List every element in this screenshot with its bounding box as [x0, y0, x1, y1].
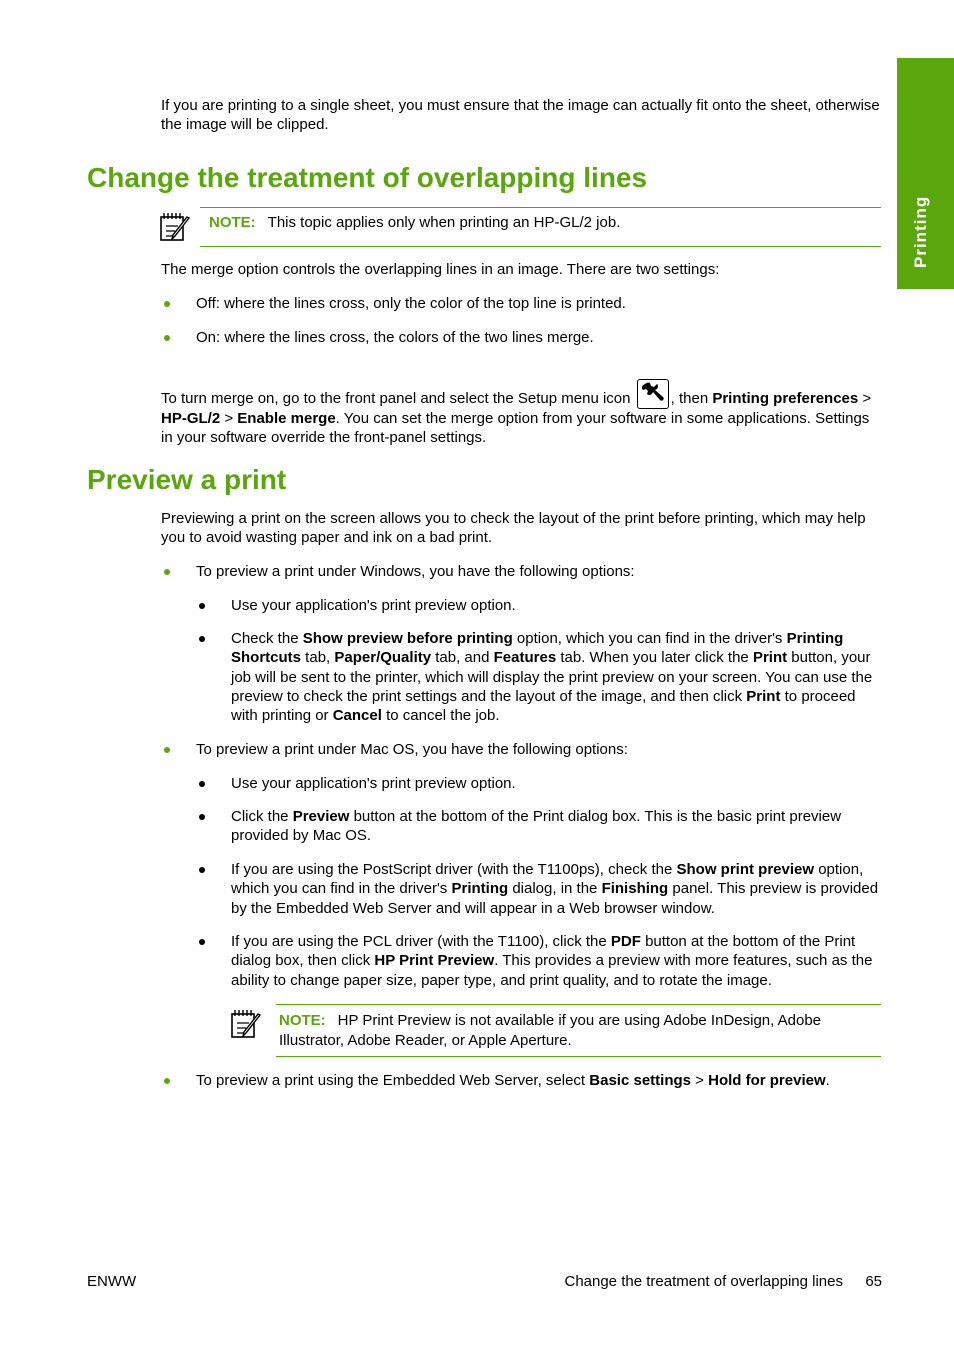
wrench-icon	[637, 379, 669, 409]
bullet	[199, 814, 205, 820]
note-rule-top	[276, 1004, 881, 1005]
note-label: NOTE:	[209, 214, 256, 231]
windows-option-1: Use your application's print preview option.	[231, 597, 516, 614]
windows-intro: To preview a print under Windows, you have the following options:	[196, 563, 635, 580]
bullet	[199, 781, 205, 787]
bold: Printing	[451, 880, 509, 898]
bold: Printing Shortcuts	[231, 630, 844, 667]
note-text: HP Print Preview is not available if you are using Adobe InDesign, Adobe Illustrator, Adobe Reader, or Apple Aperture.	[279, 1012, 822, 1049]
bullet-off: Off: where the lines cross, only the color of the top line is printed.	[196, 295, 626, 312]
mac-option-3	[231, 860, 883, 918]
windows-option-2	[231, 629, 883, 725]
bold: Preview	[292, 808, 350, 825]
note-pad-icon	[230, 1007, 264, 1039]
text: .	[825, 1072, 830, 1089]
bold: Print	[752, 649, 788, 667]
text: panel. This preview is provided by the Embedded Web Server and will appear in a Web browser window.	[231, 880, 879, 917]
note-rule-top	[200, 207, 881, 208]
text: >	[691, 1072, 709, 1089]
mac-option-4	[231, 932, 883, 990]
footer-section: Change the treatment of overlapping lines	[564, 1273, 843, 1290]
bold: Hold for preview	[708, 1072, 826, 1089]
note-1	[209, 213, 881, 232]
merge-paragraph: The merge option controls the overlapping lines in an image. There are two settings:	[161, 261, 720, 278]
ews-option	[196, 1071, 881, 1090]
bullet	[164, 1078, 170, 1084]
text: Click the	[231, 808, 293, 825]
note-pad-icon	[159, 210, 193, 242]
side-tab-label: Printing	[911, 195, 930, 268]
bullet-on: On: where the lines cross, the colors of the two lines merge.	[196, 329, 594, 346]
text: . This provides a preview with more features, such as the ability to change paper size, paper type, and print quality, and to rotate the image.	[231, 952, 873, 989]
note-2	[279, 1011, 881, 1051]
text: option, which you can find in the driver's	[512, 630, 787, 647]
bullet	[164, 301, 170, 307]
heading-overlapping-lines: Change the treatment of overlapping lines	[87, 162, 648, 193]
text: to proceed with printing or	[231, 687, 856, 725]
text: button, your job will be sent to the printer, which will display the print preview on your screen. You can use the preview to check the print settings and the layout of the image, and then click	[231, 649, 873, 705]
text: tab,	[301, 649, 335, 667]
text: to cancel the job.	[381, 707, 500, 725]
bold: PDF	[610, 933, 641, 950]
text: Check the	[231, 630, 303, 647]
menu-path-enable-merge: Enable merge	[237, 410, 336, 427]
bold: HP Print Preview	[374, 952, 495, 970]
mac-intro: To preview a print under Mac OS, you have the following options:	[196, 741, 628, 758]
text: If you are using the PCL driver (with the T1100), click the	[231, 933, 611, 950]
bold: Print	[746, 687, 781, 705]
bold: Basic settings	[589, 1072, 691, 1089]
mac-option-2	[231, 807, 883, 846]
menu-path-printing-preferences: Printing preferences	[712, 390, 859, 407]
menu-path-hpgl2: HP-GL/2	[161, 410, 221, 427]
bullet	[199, 867, 205, 873]
text: , then	[670, 390, 713, 407]
footer-left: ENWW	[87, 1273, 137, 1290]
bullet	[199, 939, 205, 945]
mac-option-1: Use your application's print preview option.	[231, 775, 516, 792]
note-rule-bottom	[276, 1056, 881, 1057]
heading-preview-a-print: Preview a print	[87, 464, 287, 495]
page-number: 65	[865, 1273, 882, 1290]
text: To turn merge on, go to the front panel and select the Setup menu icon	[161, 390, 635, 407]
text: button at the bottom of the Print dialog box, then click	[231, 933, 856, 970]
bullet	[199, 603, 205, 609]
text: option, which you can find in the driver's	[231, 861, 864, 898]
text: button at the bottom of the Print dialog box. This is the basic print preview provided by Mac OS.	[231, 808, 842, 845]
side-tab	[897, 58, 954, 289]
bold: Finishing	[601, 880, 669, 898]
bold: Features	[493, 649, 557, 667]
preview-paragraph: Previewing a print on the screen allows you to check the layout of the print before printing, which may help you to avoid wasting paper and ink on a bad print.	[161, 510, 866, 547]
text: dialog, in the	[508, 880, 602, 898]
text: >	[220, 410, 238, 427]
note-rule-bottom	[200, 246, 881, 247]
text: >	[858, 390, 872, 407]
bullet	[164, 747, 170, 753]
bold: Show print preview	[676, 861, 815, 878]
note-label: NOTE:	[279, 1012, 326, 1029]
bold: Paper/Quality	[334, 649, 432, 667]
note-text: This topic applies only when printing an HP-GL/2 job.	[267, 214, 621, 231]
text: If you are using the PostScript driver (with the T1100ps), check the	[231, 861, 677, 878]
bullet	[199, 636, 205, 642]
text: tab. When you later click the	[556, 649, 753, 667]
merge-instructions	[161, 379, 881, 448]
bullet	[164, 569, 170, 575]
text: To preview a print using the Embedded Web Server, select	[196, 1072, 590, 1089]
bullet	[164, 335, 170, 341]
intro-paragraph: If you are printing to a single sheet, you must ensure that the image can actually fit onto the sheet, otherwise the image will be clipped.	[161, 97, 880, 134]
bold: Cancel	[332, 707, 382, 725]
text: tab, and	[431, 649, 494, 667]
text: . You can set the merge option from your software in some applications. Settings in your software override the front-panel settings.	[161, 410, 870, 447]
bold: Show preview before printing	[302, 630, 513, 647]
